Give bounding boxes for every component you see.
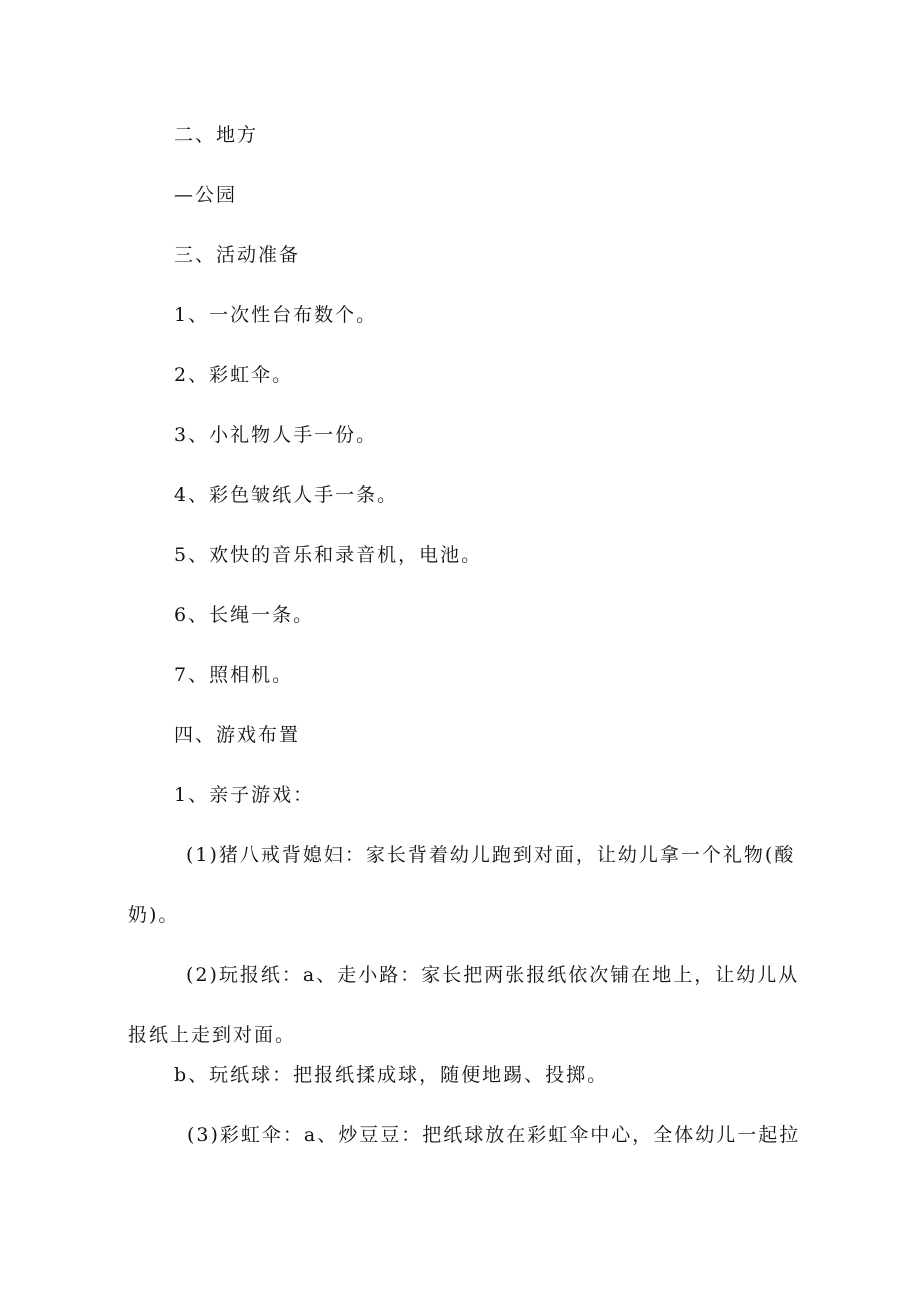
section-heading-games: 四、游戏布置 — [174, 724, 301, 746]
preparation-item: 3、小礼物人手一份。 — [174, 424, 378, 446]
preparation-item: 2、彩虹伞。 — [174, 364, 294, 386]
preparation-item: 1、一次性台布数个。 — [174, 304, 378, 326]
game-paragraph-start: (3)彩虹伞：a、炒豆豆：把纸球放在彩虹伞中心，全体幼儿一起拉 — [187, 1124, 801, 1146]
game-paragraph: (1)猪八戒背媳妇：家长背着幼儿跑到对面，让幼儿拿一个礼物(酸奶)。 — [128, 844, 796, 926]
preparation-item: 5、欢快的音乐和录音机，电池。 — [174, 544, 483, 566]
games-subheading: 1、亲子游戏： — [174, 784, 315, 806]
location-value: —公园 — [174, 184, 238, 206]
preparation-item: 4、彩色皱纸人手一条。 — [174, 484, 399, 506]
section-heading-location: 二、地方 — [174, 124, 259, 146]
section-heading-preparation: 三、活动准备 — [174, 244, 301, 266]
preparation-item: 6、长绳一条。 — [174, 604, 315, 626]
game-step: b、玩纸球：把报纸揉成球，随便地踢、投掷。 — [174, 1064, 609, 1086]
game-paragraph: (2)玩报纸：a、走小路：家长把两张报纸依次铺在地上，让幼儿从报纸上走到对面。 — [128, 964, 800, 1046]
preparation-item: 7、照相机。 — [174, 664, 294, 686]
